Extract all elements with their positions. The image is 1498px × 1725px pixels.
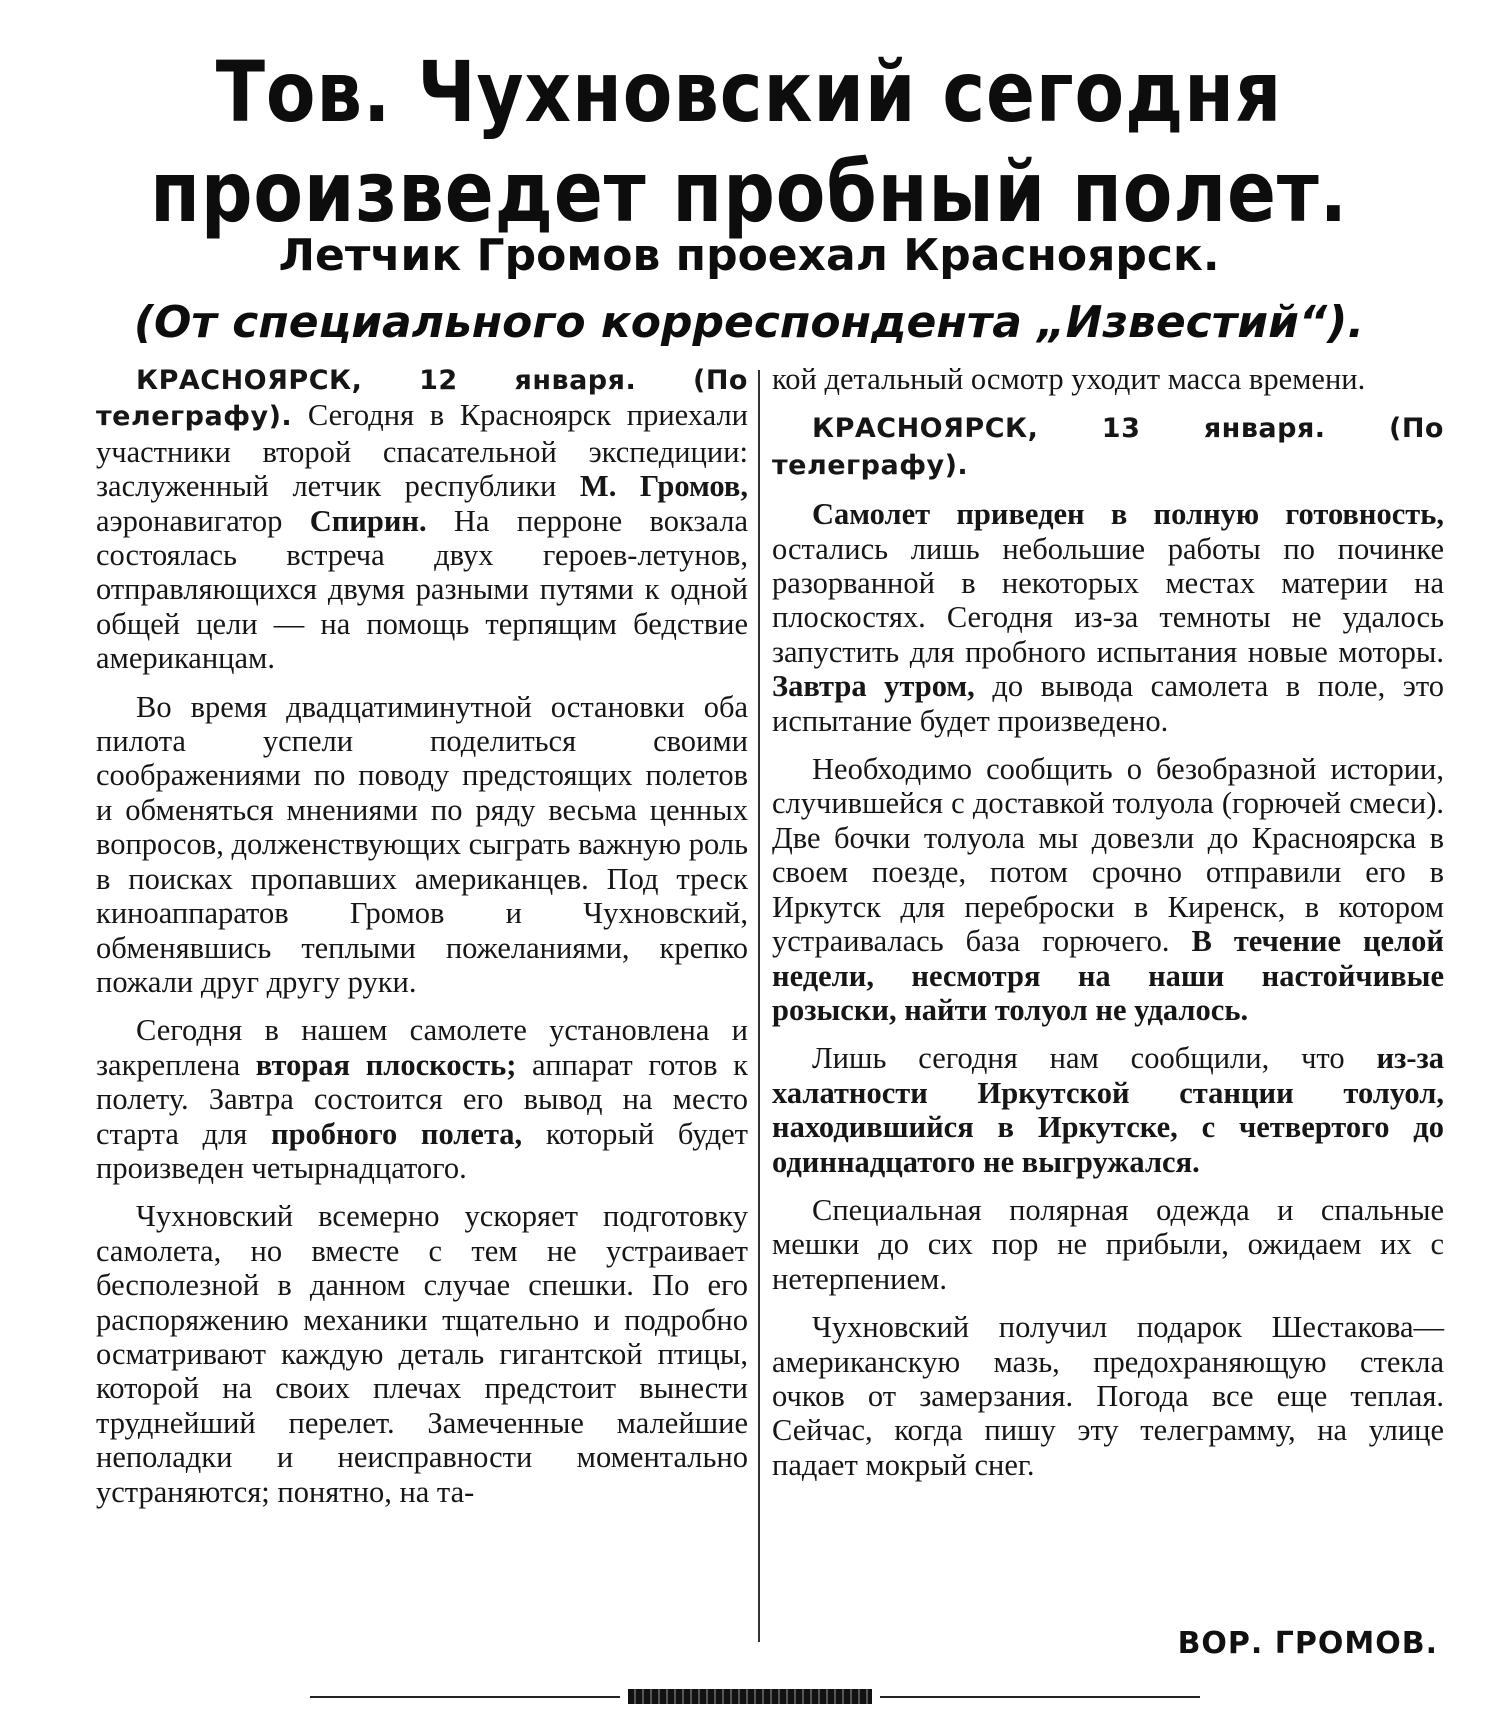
text-run: На перроне вокзала состоялась встреча двух героев-летунов, отправляющихся двумя разными путями к одной общей цели — на помощь терпящим бедствие американцам. [96, 503, 748, 676]
text-bold: вторая плоскость; [255, 1047, 517, 1082]
right-column [772, 362, 1444, 1496]
subheadline: Летчик Громов проехал Красноярск. [278, 230, 1220, 281]
text-bold: из-за халатности Иркутской станции толуол, находившийся в Иркутске, с четвертого до одиннадцатого не выгружался. [772, 1041, 1444, 1179]
text-run: Сегодня в нашем самолете установлена и закреплена [96, 1013, 748, 1082]
bottom-rule-left [310, 1696, 620, 1698]
column-divider [758, 370, 760, 1642]
byline: (От специального корреспондента „Известий“). [133, 297, 1365, 348]
bottom-rule-ornament [628, 1689, 872, 1704]
paragraph: Во время двадцатиминутной остановки оба пилота успели поделиться своими соображениями по поводу предстоящих полетов и обменяться мнениями по ряду весьма ценных вопросов, долженствующих сыграть важную роль в поисках пропавших американцев. Под треск киноаппаратов Громов и Чухновский, обменявшись теплыми пожеланиями, крепко пожали друг другу руки. [96, 689, 748, 999]
text-bold: Спирин. [309, 503, 427, 538]
text-run: который будет произведен четырнадцатого. [96, 1116, 748, 1185]
text-bold: В течение целой недели, несмотря на наши настойчивые розыски, найти толуол не удалось. [772, 924, 1445, 1027]
text-bold: Завтра утром, [772, 669, 975, 704]
paragraph [772, 497, 1444, 738]
text-run: остались лишь небольшие работы по починке разорванной в некоторых местах материи на плоскостях. Сегодня из-за темноты не удалось запустить для пробного испытания новые моторы. [772, 531, 1444, 669]
headline: Тов. Чухновский сегодня произведет пробный полет. [150, 43, 1348, 241]
left-column [96, 362, 748, 1523]
text-bold: М. Громов, [579, 469, 748, 504]
paragraph [772, 752, 1444, 1027]
signature: ВОР. ГРОМОВ. [1177, 1626, 1438, 1661]
paragraph: Специальная полярная одежда и спальные мешки до сих пор не прибыли, ожидаем их с нетерпением. [772, 1192, 1444, 1296]
paragraph [96, 362, 748, 676]
paragraph: кой детальный осмотр уходит масса времени. [772, 362, 1366, 396]
text-run: до вывода самолета в поле, это испытание будет произведено. [772, 669, 1445, 738]
paragraph [772, 410, 1444, 483]
text-run: Сегодня в Красноярск приехали участники второй спасательной экспедиции: заслуженный летчик республики [96, 398, 748, 504]
text-run: Лишь сегодня нам сообщили, что [812, 1041, 1377, 1076]
paragraph [772, 1041, 1444, 1179]
paragraph [96, 1013, 748, 1185]
bottom-rule-right [880, 1696, 1200, 1698]
paragraph: Чухновский всемерно ускоряет подготовку самолета, но вместе с тем не устраивает бесполезной в данном случае спешки. По его распоряжению механики тщательно и подробно осматривают каждую деталь гигантской птицы, которой на своих плечах предстоит вынести труднейший перелет. Замеченные малейшие неполадки и неисправности моментально устраняются; понятно, на та- [96, 1199, 748, 1509]
text-run: аппарат готов к полету. Завтра состоится его вывод на место старта для [96, 1047, 749, 1151]
dateline: КРАСНОЯРСК, 13 января. (По телеграфу). [772, 413, 1444, 481]
text-bold: Самолет приведен в полную готовность, [812, 497, 1444, 532]
dateline: КРАСНОЯРСК, 12 января. (По телеграфу). [96, 365, 748, 433]
text-run: аэронавигатор [96, 503, 310, 538]
paragraph: Чухновский получил подарок Шестакова—американскую мазь, предохраняющую стекла очков от замерзания. Погода все еще теплая. Сейчас, когда пишу эту телеграмму, на улице падает мокрый снег. [772, 1310, 1444, 1482]
text-run: Необходимо сообщить о безобразной истории, случившейся с доставкой толуола (горючей смеси). Две бочки толуола мы довезли до Красноярска в своем поезде, потом срочно отправили его в Иркутск для переброски в Киренск, в котором устраивалась база горючего. [772, 752, 1444, 959]
text-bold: пробного полета, [271, 1116, 523, 1151]
